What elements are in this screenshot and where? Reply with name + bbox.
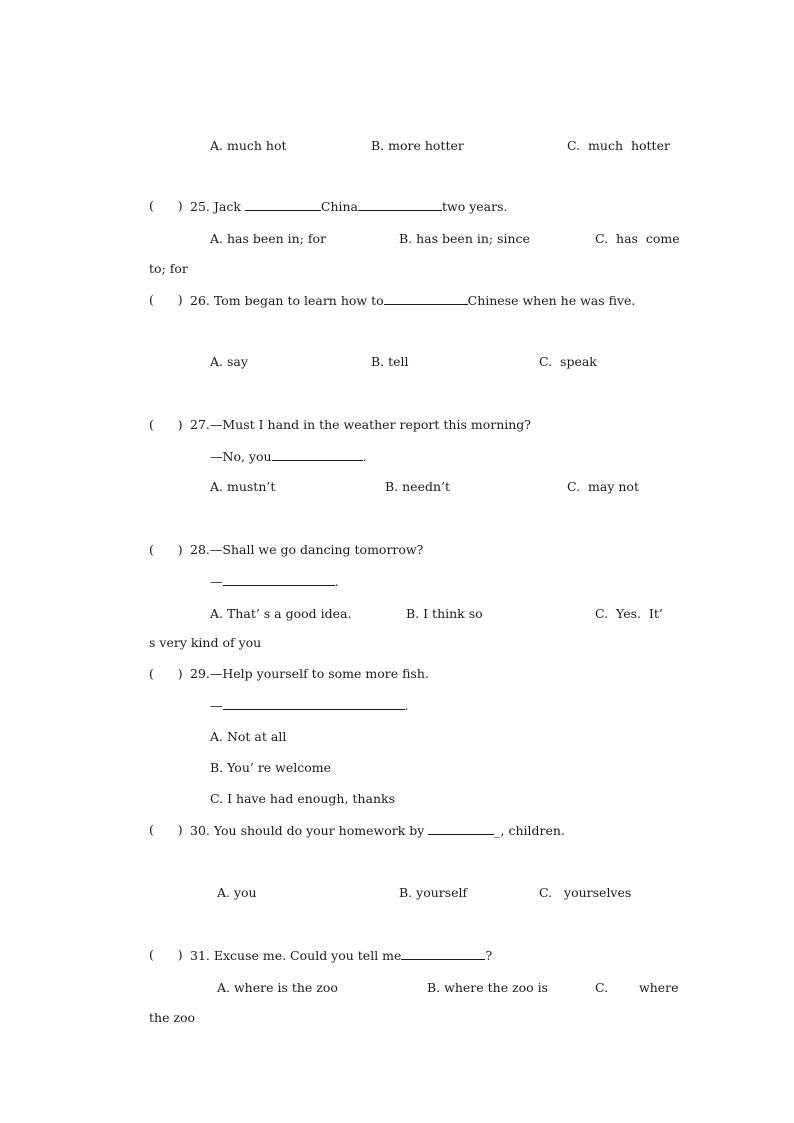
q25-stem: 25. Jack China two years. (190, 199, 508, 214)
q25-option-c: C. has come (595, 231, 680, 246)
q31-stem: 31. Excuse me. Could you tell me ? (190, 948, 493, 963)
q29-option-c: C. I have had enough, thanks (210, 791, 395, 806)
q25-blank-2 (358, 198, 442, 211)
q30-answer-paren: ( ) (149, 822, 183, 837)
q30-option-a: A. you (217, 885, 257, 900)
q27-option-b: B. needn’t (385, 479, 451, 494)
q31-option-c-text: where (639, 980, 679, 995)
q31-answer-paren: ( ) (149, 947, 183, 962)
q26-option-a: A. say (210, 354, 248, 369)
q27-blank (272, 448, 363, 461)
q25-option-b: B. has been in; since (399, 231, 530, 246)
q26-option-c: C. speak (539, 354, 597, 369)
q30-option-b: B. yourself (399, 885, 468, 900)
q28-option-b: B. I think so (406, 606, 483, 621)
q25-option-c-continued: to; for (149, 261, 188, 276)
q31-option-a: A. where is the zoo (217, 980, 338, 995)
q26-answer-paren: ( ) (149, 292, 183, 307)
q28-response: — . (210, 574, 339, 589)
q26-blank (384, 292, 468, 305)
q29-blank (223, 697, 405, 710)
q29-option-b: B. You’ re welcome (210, 760, 332, 775)
q28-stem: 28.—Shall we go dancing tomorrow? (190, 542, 424, 557)
q25-answer-paren: ( ) (149, 198, 183, 213)
q28-answer-paren: ( ) (149, 542, 183, 557)
q29-stem: 29.—Help yourself to some more fish. (190, 666, 429, 681)
q28-option-c-continued: s very kind of you (149, 635, 262, 650)
q24-option-c: C. much hotter (567, 138, 670, 153)
q27-response: —No, you . (210, 449, 367, 464)
q31-option-c-continued: the zoo (149, 1010, 196, 1025)
q31-option-c-label: C. (595, 980, 609, 995)
q30-option-c: C. yourselves (539, 885, 632, 900)
q25-blank-1 (245, 198, 321, 211)
q28-blank (223, 573, 335, 586)
q31-option-b: B. where the zoo is (427, 980, 549, 995)
q31-blank (401, 947, 485, 960)
q30-stem: 30. You should do your homework by _, children. (190, 823, 565, 838)
q27-stem: 27.—Must I hand in the weather report this morning? (190, 417, 532, 432)
q28-option-a: A. That’ s a good idea. (210, 606, 352, 621)
q24-option-b: B. more hotter (371, 138, 464, 153)
q29-response: — . (210, 698, 409, 713)
q27-option-a: A. mustn’t (210, 479, 276, 494)
q29-option-a: A. Not at all (210, 729, 287, 744)
q28-option-c: C. Yes. It’ (595, 606, 663, 621)
q27-answer-paren: ( ) (149, 417, 183, 432)
q26-stem: 26. Tom began to learn how to Chinese when he was five. (190, 293, 636, 308)
q26-option-b: B. tell (371, 354, 409, 369)
q29-answer-paren: ( ) (149, 666, 183, 681)
q30-blank (428, 822, 494, 835)
q25-option-a: A. has been in; for (210, 231, 327, 246)
q27-option-c: C. may not (567, 479, 639, 494)
q24-option-a: A. much hot (210, 138, 287, 153)
